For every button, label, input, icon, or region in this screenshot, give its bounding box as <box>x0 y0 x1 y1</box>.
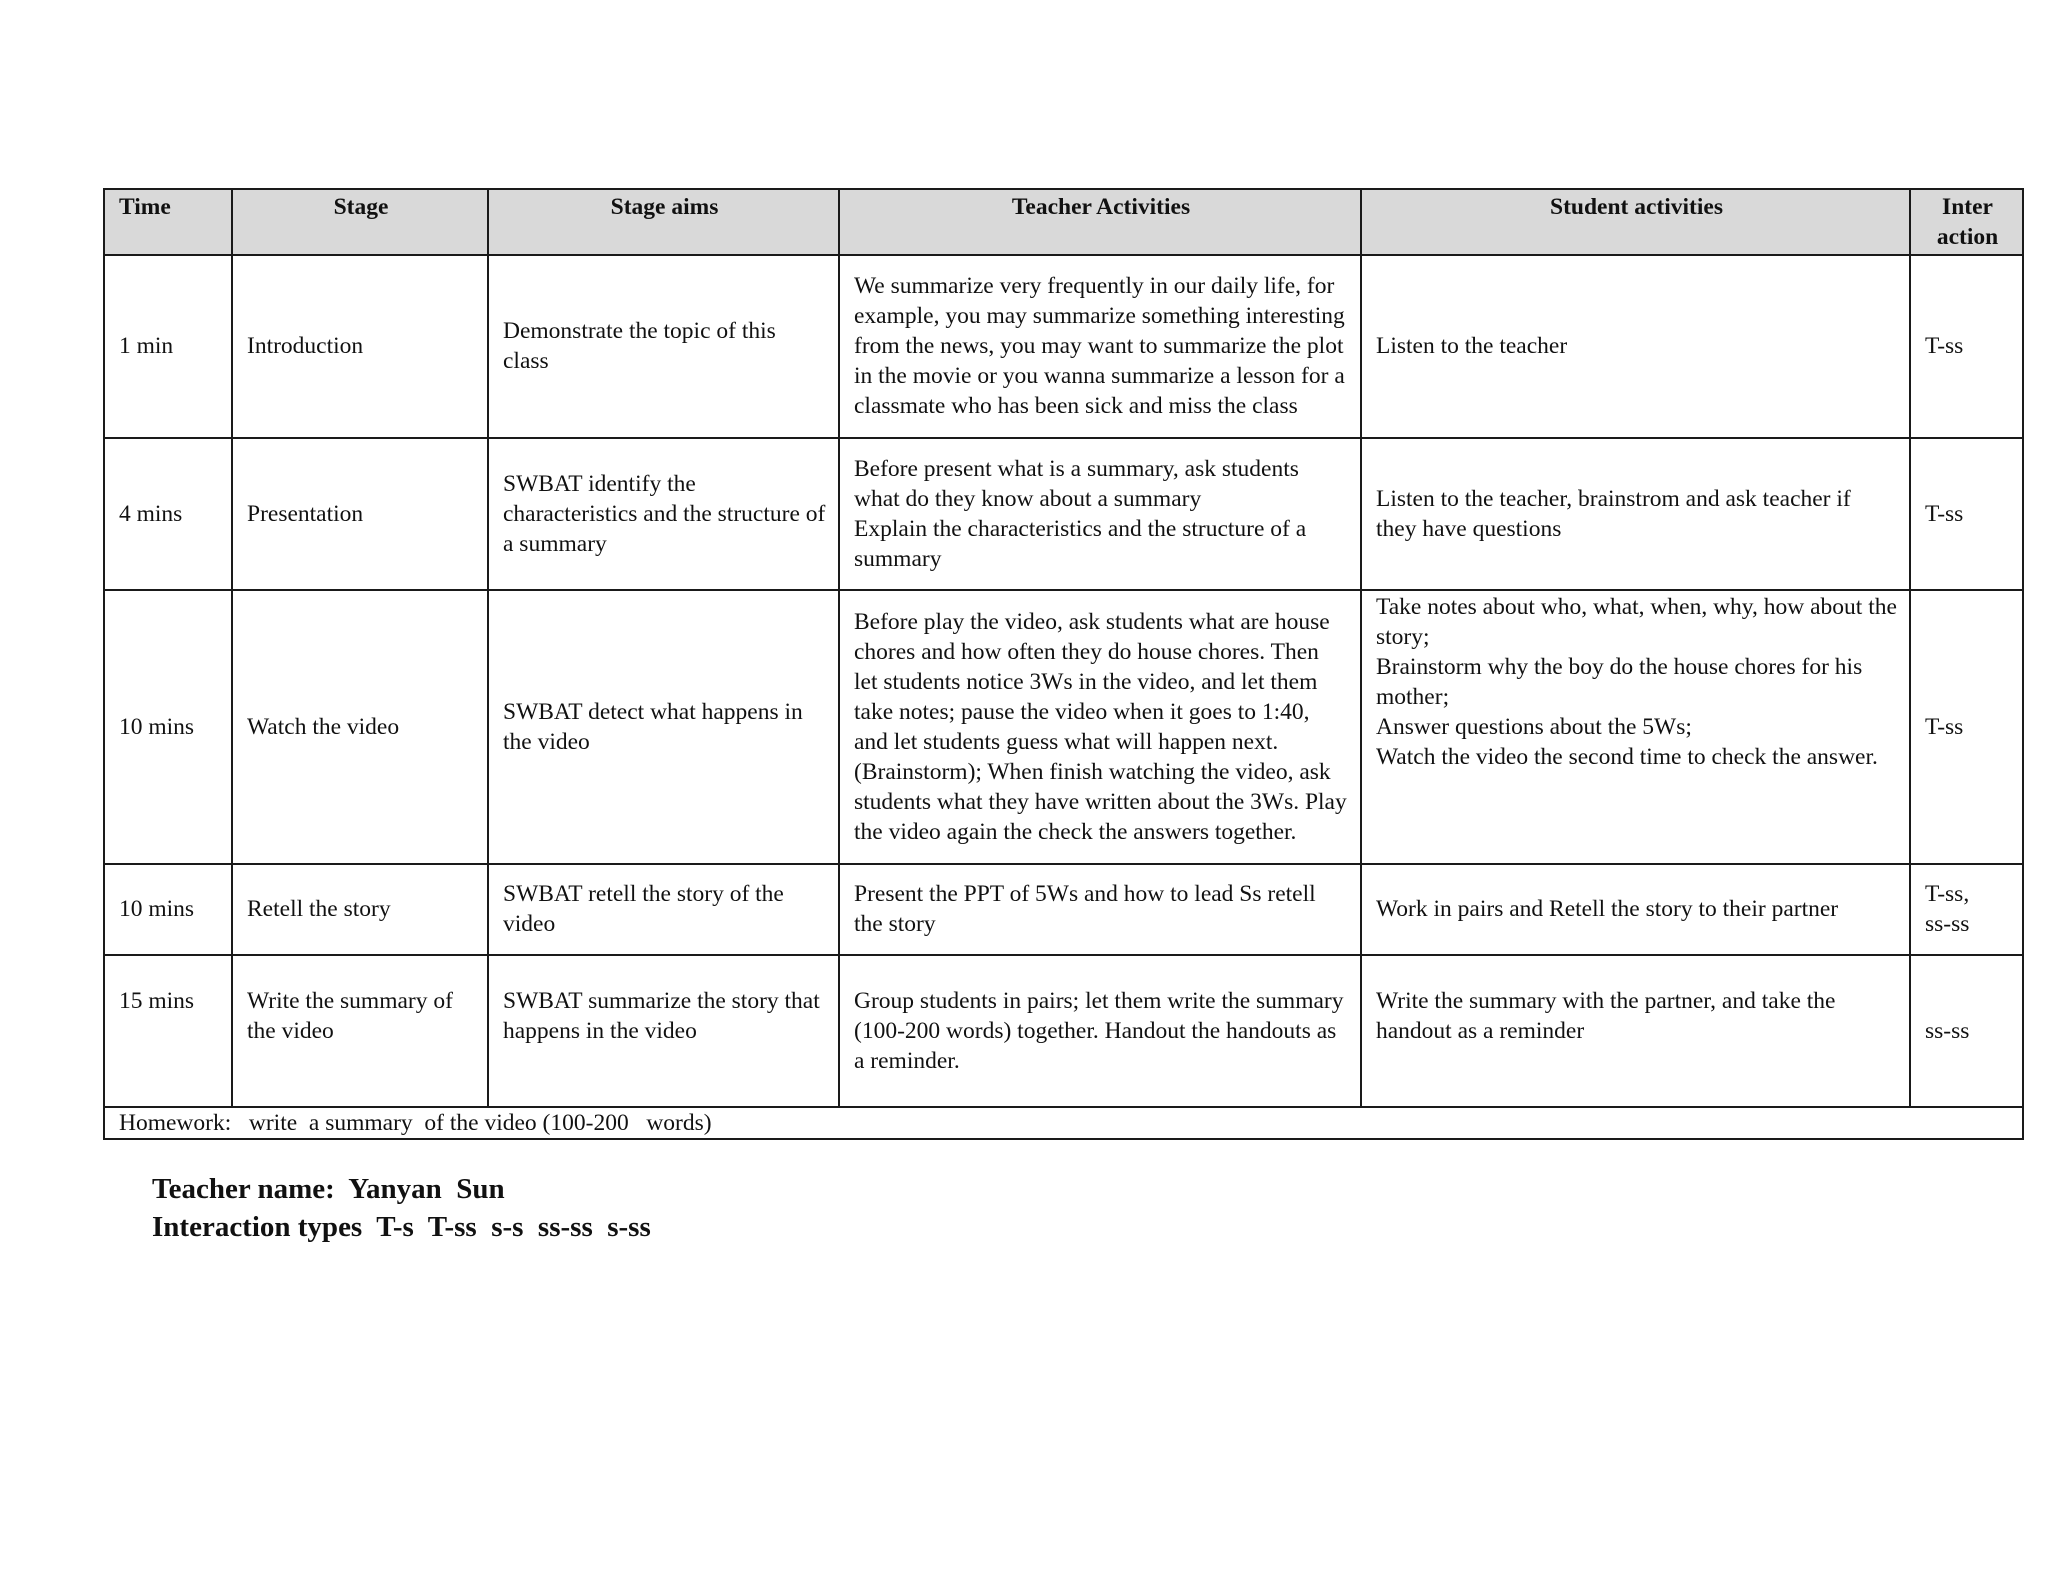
header-teacher-activities: Teacher Activities <box>839 189 1361 255</box>
homework-cell: Homework: write a summary of the video (100-200 words) <box>104 1107 2023 1139</box>
interaction-cell: ss-ss <box>1910 955 2023 1107</box>
teacher-activities-cell: Group students in pairs; let them write the summary (100-200 words) together. Handout the handouts as a reminder. <box>839 955 1361 1107</box>
table-row <box>104 590 2023 864</box>
header-stage: Stage <box>232 189 488 255</box>
table-row <box>104 864 2023 955</box>
student-activities-cell: Take notes about who, what, when, why, how about the story; Brainstorm why the boy do the house chores for his mother; Answer questions about the 5Ws; Watch the video the second time to check the answer. <box>1361 590 1910 864</box>
stage-cell: Retell the story <box>232 864 488 955</box>
time-cell: 15 mins <box>104 955 232 1107</box>
table-row <box>104 438 2023 590</box>
interaction-cell: T-ss <box>1910 255 2023 438</box>
teacher-activities-cell: Before play the video, ask students what are house chores and how often they do house chores. Then let students notice 3Ws in the video, and let them take notes; pause the video when it goes to 1:40, and let students guess what will happen next. (Brainstorm); When finish watching the video, ask students what they have written about the 3Ws. Play the video again the check the answers together. <box>839 590 1361 864</box>
interaction-cell: T-ss, ss-ss <box>1910 864 2023 955</box>
interaction-cell: T-ss <box>1910 590 2023 864</box>
stage-cell: Introduction <box>232 255 488 438</box>
header-student-activities: Student activities <box>1361 189 1910 255</box>
time-cell: 1 min <box>104 255 232 438</box>
header-stage-aims: Stage aims <box>488 189 839 255</box>
stage-aims-cell: Demonstrate the topic of this class <box>488 255 839 438</box>
header-interaction: Inter action <box>1910 189 2023 255</box>
student-activities-cell: Listen to the teacher, brainstrom and ask teacher if they have questions <box>1361 438 1910 590</box>
table-row <box>104 955 2023 1107</box>
header-time: Time <box>104 189 232 255</box>
stage-cell: Presentation <box>232 438 488 590</box>
teacher-activities-cell: Before present what is a summary, ask students what do they know about a summary Explain the characteristics and the structure of a summary <box>839 438 1361 590</box>
homework-row <box>104 1107 2023 1139</box>
teacher-activities-cell: Present the PPT of 5Ws and how to lead Ss retell the story <box>839 864 1361 955</box>
student-activities-cell: Listen to the teacher <box>1361 255 1910 438</box>
stage-cell: Write the summary of the video <box>232 955 488 1107</box>
footer <box>152 1170 651 1246</box>
teacher-activities-cell: We summarize very frequently in our daily life, for example, you may summarize something interesting from the news, you may want to summarize the plot in the movie or you wanna summarize a lesson for a classmate who has been sick and miss the class <box>839 255 1361 438</box>
teacher-name: Teacher name: Yanyan Sun <box>152 1173 505 1205</box>
time-cell: 10 mins <box>104 864 232 955</box>
stage-cell: Watch the video <box>232 590 488 864</box>
table-header-row <box>104 189 2023 255</box>
stage-aims-cell: SWBAT retell the story of the video <box>488 864 839 955</box>
interaction-cell: T-ss <box>1910 438 2023 590</box>
interaction-types: Interaction types T-s T-ss s-s ss-ss s-ss <box>152 1211 651 1243</box>
stage-aims-cell: SWBAT summarize the story that happens in the video <box>488 955 839 1107</box>
stage-aims-cell: SWBAT detect what happens in the video <box>488 590 839 864</box>
student-activities-cell: Work in pairs and Retell the story to their partner <box>1361 864 1910 955</box>
stage-aims-cell: SWBAT identify the characteristics and the structure of a summary <box>488 438 839 590</box>
time-cell: 4 mins <box>104 438 232 590</box>
time-cell: 10 mins <box>104 590 232 864</box>
table-row <box>104 255 2023 438</box>
lesson-plan-table <box>103 188 2024 1140</box>
student-activities-cell: Write the summary with the partner, and take the handout as a reminder <box>1361 955 1910 1107</box>
